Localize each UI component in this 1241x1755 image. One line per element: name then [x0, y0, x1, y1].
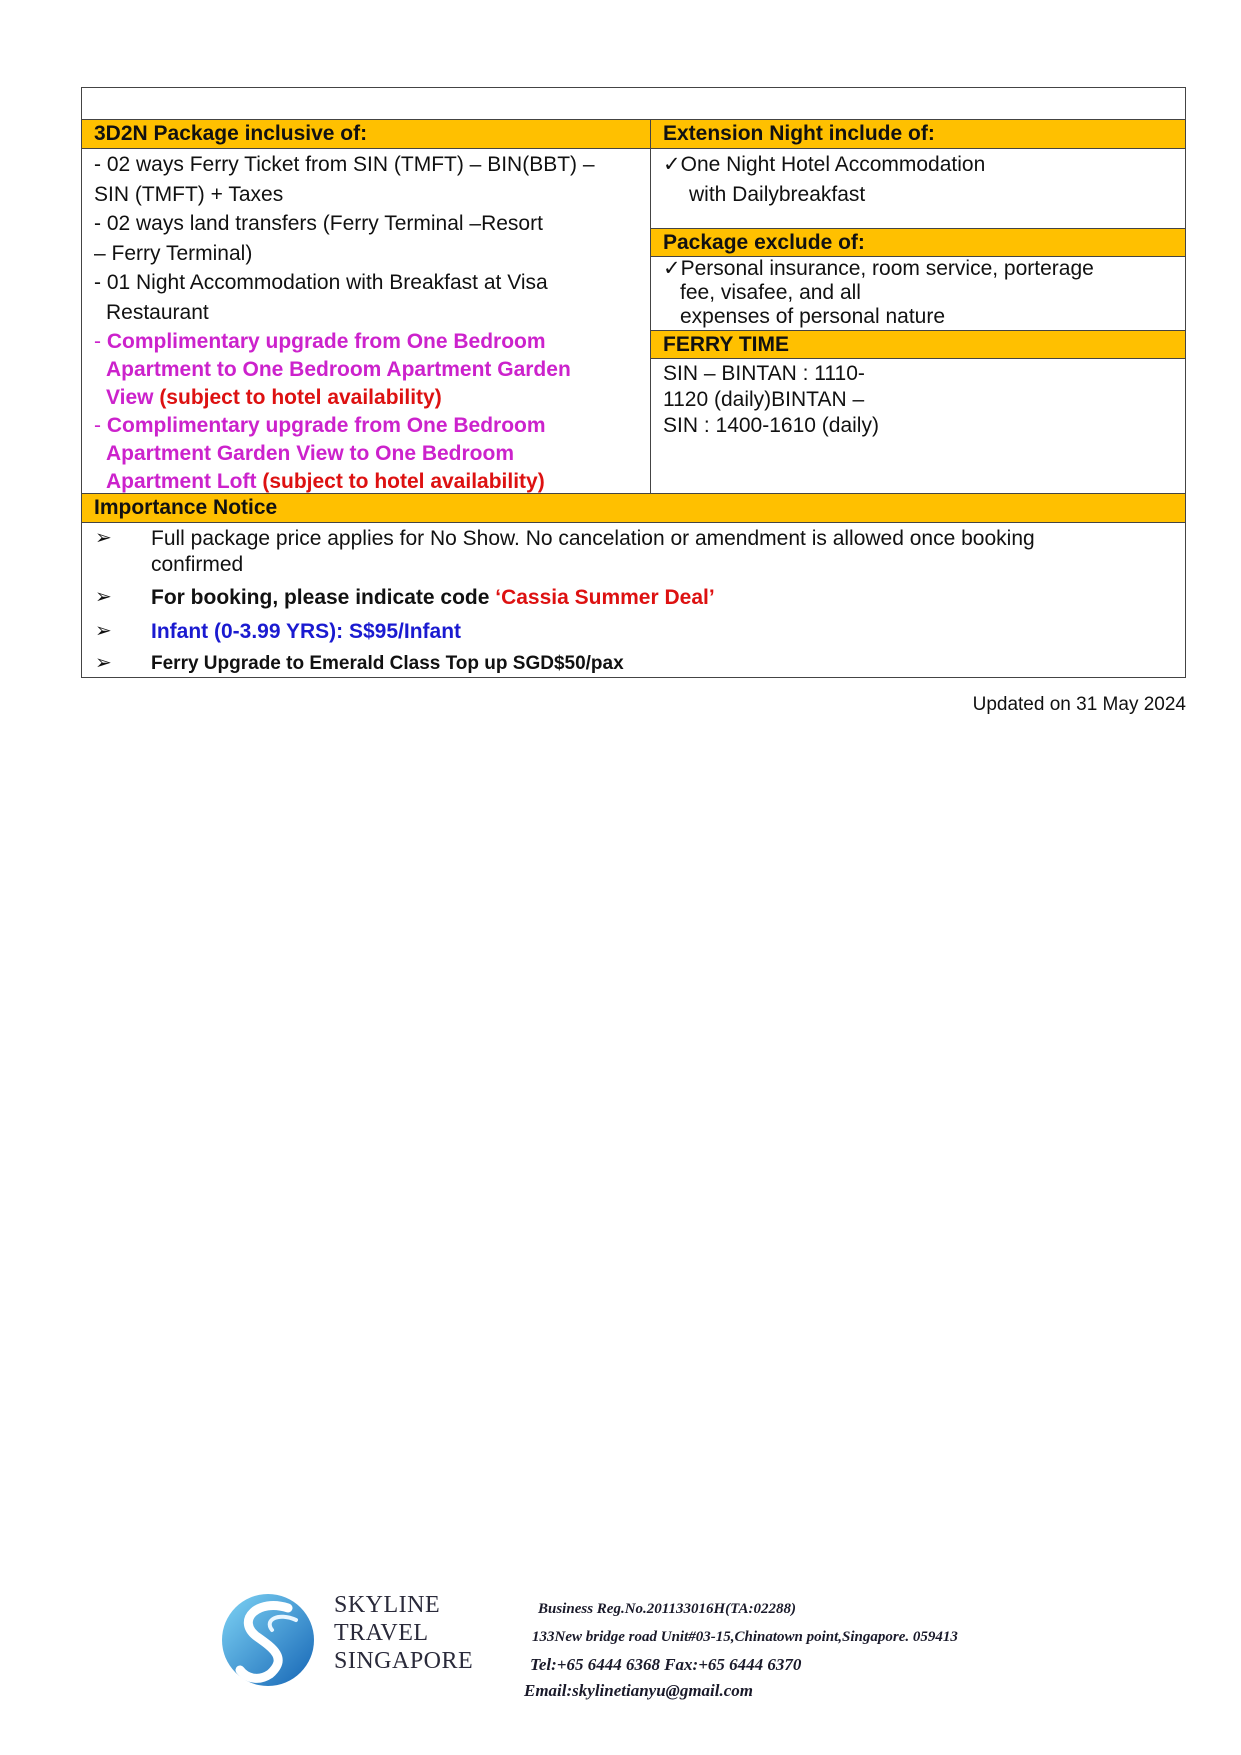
- row-divider: [82, 119, 1185, 120]
- row-divider: [82, 148, 1185, 149]
- brand-line: TRAVEL: [334, 1620, 429, 1646]
- extension-line: One Night Hotel Accommodation: [680, 153, 986, 176]
- availability-note: (subject to hotel availability): [262, 470, 545, 493]
- inclusions-list: [94, 150, 595, 327]
- phone-fax: Tel:+65 6444 6368 Fax:+65 6444 6370: [530, 1655, 802, 1674]
- updated-date: Updated on 31 May 2024: [972, 694, 1186, 715]
- booking-code: ‘Cassia Summer Deal’: [495, 586, 715, 609]
- exclusion-line: Personal insurance, room service, porterage: [680, 257, 1094, 280]
- check-icon: ✓: [663, 153, 681, 176]
- notice-text: confirmed: [151, 553, 244, 576]
- exclusion-line: expenses of personal nature: [680, 305, 946, 328]
- row-divider: [651, 228, 1185, 229]
- brand-name: [334, 1591, 473, 1675]
- business-reg: Business Reg.No.201133016H(TA:02288): [538, 1601, 796, 1617]
- row-divider: [82, 522, 1185, 523]
- inclusion-line: – Ferry Terminal): [94, 241, 253, 265]
- arrow-bullet-icon: ➢: [95, 652, 112, 674]
- ferry-content: [663, 361, 879, 439]
- upgrade-item-2: [94, 412, 546, 496]
- inclusion-line: - 02 ways Ferry Ticket from SIN (TMFT) – BIN(BBT) –: [94, 153, 595, 176]
- brand-line: SKYLINE: [334, 1592, 441, 1618]
- upgrade-text: Complimentary upgrade from One Bedroom: [106, 330, 546, 353]
- inclusion-line: SIN (TMFT) + Taxes: [94, 182, 284, 206]
- upgrade-text: View: [106, 386, 160, 409]
- upgrade-text: Apartment to One Bedroom Apartment Garden: [106, 358, 571, 381]
- upgrade-text: Apartment Garden View to One Bedroom: [106, 442, 515, 465]
- column-divider: [650, 119, 651, 493]
- upgrade-item-1: [94, 328, 571, 412]
- ferry-line: SIN – BINTAN : 1110-: [663, 362, 865, 385]
- extension-header: Extension Night include of:: [663, 122, 935, 145]
- exclusions-content: [663, 257, 1094, 329]
- package-table: [81, 87, 1186, 678]
- row-divider: [651, 358, 1185, 359]
- row-divider: [651, 330, 1185, 331]
- notice-text: Full package price applies for No Show. No cancelation or amendment is allowed once booking: [151, 527, 1035, 550]
- company-contact: [524, 1595, 958, 1703]
- infant-price: Infant (0-3.99 YRS): S$95/Infant: [151, 620, 462, 643]
- arrow-bullet-icon: ➢: [95, 620, 112, 642]
- inclusion-line: - 01 Night Accommodation with Breakfast at Visa: [94, 271, 548, 294]
- upgrade-text: Complimentary upgrade from One Bedroom: [106, 414, 546, 437]
- availability-note: (subject to hotel availability): [159, 386, 442, 409]
- notice-text: For booking, please indicate code: [151, 586, 496, 609]
- exclusion-line: fee, visafee, and all: [680, 281, 861, 304]
- ferry-line: SIN : 1400-1610 (daily): [663, 414, 879, 437]
- check-icon: ✓: [663, 257, 681, 280]
- skyline-logo-icon: [218, 1590, 318, 1690]
- inclusion-line: - 02 ways land transfers (Ferry Terminal –Resort: [94, 212, 543, 235]
- upgrade-dash: -: [94, 330, 107, 353]
- inclusions-header: 3D2N Package inclusive of:: [94, 122, 368, 145]
- email: Email:skylinetianyu@gmail.com: [524, 1681, 754, 1700]
- arrow-bullet-icon: ➢: [95, 527, 112, 549]
- arrow-bullet-icon: ➢: [95, 586, 112, 608]
- exclusions-header: Package exclude of:: [663, 231, 865, 254]
- inclusion-line: Restaurant: [106, 300, 209, 324]
- ferry-header: FERRY TIME: [663, 333, 790, 356]
- brand-line: SINGAPORE: [334, 1648, 474, 1674]
- upgrade-text: Apartment Loft: [106, 470, 263, 493]
- ferry-upgrade-text: Ferry Upgrade to Emerald Class Top up SGD$50/pax: [151, 653, 624, 674]
- ferry-line: 1120 (daily)BINTAN –: [663, 388, 865, 411]
- extension-content: [663, 150, 985, 209]
- upgrade-dash: -: [94, 414, 107, 437]
- notice-header: Importance Notice: [94, 496, 278, 519]
- extension-line: with Dailybreakfast: [689, 182, 866, 206]
- address: 133New bridge road Unit#03-15,Chinatown point,Singapore. 059413: [532, 1629, 958, 1645]
